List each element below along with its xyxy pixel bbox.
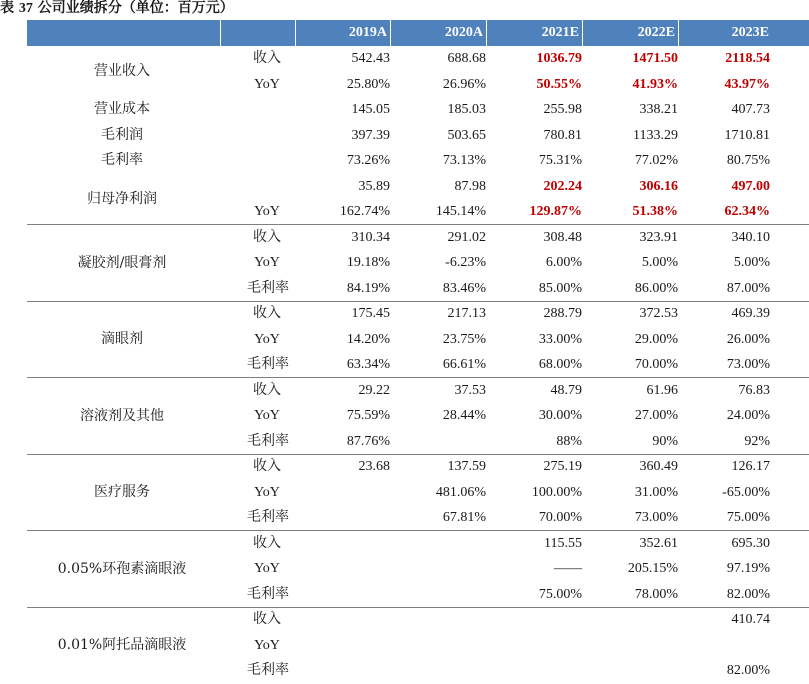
value-cell-2021e	[486, 658, 582, 684]
value-cell-2023e: 126.17	[731, 459, 770, 474]
metric-label: YoY	[254, 255, 280, 270]
value-cell-2021e: 68.00%	[538, 357, 582, 372]
value-cell-2022e: 360.49	[639, 459, 678, 474]
value-cell-2021e: 202.24	[543, 178, 582, 194]
value-cell-2023e: 26.00%	[726, 331, 770, 347]
value-cell-2019a	[295, 582, 390, 608]
value-cell-2023e: 75.00%	[726, 510, 770, 525]
metric-label: 收入	[253, 534, 281, 551]
metric-label	[247, 97, 287, 123]
value-cell-2019a	[295, 658, 390, 684]
value-cell-2022e: 5.00%	[641, 255, 678, 270]
value-cell-2023e: 2118.54	[725, 51, 770, 66]
value-cell-2020a: 28.44%	[442, 408, 486, 423]
value-cell-2022e: 372.53	[639, 306, 678, 321]
value-cell-2023e: 407.73	[731, 102, 770, 117]
value-cell-2022e: 41.93%	[632, 76, 678, 92]
value-cell-2020a	[390, 658, 486, 684]
value-cell-2022e: 90%	[652, 433, 678, 449]
metric-label: YoY	[254, 484, 280, 500]
metric-label: 收入	[253, 381, 281, 398]
value-cell-2022e: 51.38%	[632, 204, 678, 219]
value-cell-2022e: 29.00%	[634, 331, 678, 347]
table-title	[0, 0, 234, 18]
value-cell-2019a: 73.26%	[346, 153, 390, 168]
table-title-text: 公司业绩拆分（单位：百万元）	[37, 0, 234, 16]
value-cell-2023e	[678, 633, 770, 659]
value-cell-2019a	[295, 531, 390, 557]
value-cell-2020a: 185.03	[447, 102, 486, 117]
value-cell-2019a: 23.68	[358, 459, 390, 474]
value-cell-2022e	[582, 658, 678, 684]
header-2021E: 2021E	[541, 25, 579, 40]
value-cell-2020a: 503.65	[447, 127, 486, 143]
value-cell-2021e: 129.87%	[529, 204, 582, 219]
value-cell-2023e: 24.00%	[726, 408, 770, 423]
value-cell-2022e: 86.00%	[634, 280, 678, 296]
value-cell-2019a: 63.34%	[346, 357, 390, 372]
metric-label: 毛利率	[247, 279, 289, 296]
value-cell-2020a	[390, 633, 486, 659]
value-cell-2022e: 323.91	[639, 229, 678, 245]
value-cell-2020a: 217.13	[447, 306, 486, 321]
value-cell-2023e: 73.00%	[726, 357, 770, 372]
value-cell-2020a: 73.13%	[442, 153, 486, 168]
value-cell-2021e	[486, 607, 582, 633]
value-cell-2023e: 80.75%	[726, 153, 770, 168]
metric-label: 收入	[253, 611, 281, 627]
header-2019A: 2019A	[348, 25, 387, 40]
value-cell-2023e: 82.00%	[726, 586, 770, 602]
value-cell-2021e: 88%	[556, 433, 582, 449]
metric-label: YoY	[254, 204, 280, 219]
value-cell-2023e: 62.34%	[724, 204, 770, 219]
value-cell-2019a: 29.22	[358, 382, 390, 398]
group-label: 毛利润	[101, 126, 143, 143]
value-cell-2022e: 205.15%	[627, 561, 678, 576]
value-cell-2019a	[295, 556, 390, 582]
group-label: 0.01%阿托品滴眼液	[57, 637, 187, 653]
value-cell-2021e	[486, 633, 582, 659]
metric-label: 收入	[253, 458, 281, 474]
value-cell-2021e: 780.81	[543, 127, 582, 143]
value-cell-2021e: 308.48	[543, 229, 582, 245]
value-cell-2023e: 92%	[744, 433, 770, 449]
metric-label: YoY	[254, 561, 280, 576]
value-cell-2019a	[295, 505, 390, 531]
value-cell-2021e: 70.00%	[538, 510, 582, 525]
value-cell-2023e: 340.10	[731, 229, 770, 245]
value-cell-2019a: 84.19%	[346, 280, 390, 296]
value-cell-2021e: 288.79	[543, 306, 582, 321]
value-cell-2022e: 61.96	[646, 382, 678, 398]
group-label: 毛利率	[101, 152, 143, 168]
table-header	[27, 20, 809, 46]
value-cell-2021e: 1036.79	[536, 51, 582, 66]
value-cell-2023e: 76.83	[738, 382, 770, 398]
value-cell-2020a	[390, 429, 486, 455]
value-cell-2023e: 497.00	[731, 178, 770, 194]
value-cell-2020a	[390, 531, 486, 557]
value-cell-2023e: 43.97%	[724, 76, 770, 92]
value-cell-2022e: 1133.29	[633, 127, 678, 143]
value-cell-2019a	[295, 633, 390, 659]
value-cell-2020a	[390, 556, 486, 582]
group-label: 营业成本	[94, 101, 150, 117]
value-cell-2019a: 542.43	[351, 51, 390, 66]
value-cell-2022e: 352.61	[639, 535, 678, 551]
table-number: 37	[18, 1, 33, 16]
value-cell-2022e: 70.00%	[634, 357, 678, 372]
group-label: 归母净利润	[87, 190, 157, 207]
group-label: 0.05%环孢素滴眼液	[57, 560, 187, 577]
value-cell-2022e: 338.21	[639, 102, 678, 117]
value-cell-2021e: 275.19	[543, 459, 582, 474]
value-cell-2020a: 83.46%	[442, 280, 486, 296]
value-cell-2019a: 87.76%	[346, 433, 390, 449]
value-cell-2023e: 5.00%	[733, 255, 770, 270]
value-cell-2023e: 82.00%	[726, 663, 770, 678]
value-cell-2019a: 19.18%	[346, 255, 390, 270]
value-cell-2020a	[390, 582, 486, 608]
metric-label: YoY	[254, 637, 280, 653]
value-cell-2019a: 162.74%	[339, 204, 390, 219]
metric-label	[247, 148, 287, 174]
metric-label: 毛利率	[247, 662, 289, 678]
value-cell-2023e: -65.00%	[722, 484, 770, 500]
value-cell-2020a: 37.53	[454, 382, 486, 398]
value-cell-2019a	[295, 480, 390, 506]
value-cell-2021e: 75.31%	[538, 153, 582, 168]
metric-label: 毛利率	[247, 509, 289, 525]
value-cell-2020a: 66.61%	[442, 357, 486, 372]
value-cell-2022e	[582, 607, 678, 633]
value-cell-2022e	[582, 633, 678, 659]
value-cell-2020a: 145.14%	[435, 204, 486, 219]
value-cell-2022e: 27.00%	[634, 408, 678, 423]
value-cell-2021e: 48.79	[550, 382, 582, 398]
value-cell-2022e: 77.02%	[634, 153, 678, 168]
value-cell-2021e: 255.98	[543, 102, 582, 117]
value-cell-2021e: 100.00%	[531, 484, 582, 500]
value-cell-2023e: 1710.81	[724, 127, 770, 143]
metric-label: YoY	[254, 331, 280, 347]
value-cell-2019a: 25.80%	[346, 76, 390, 92]
value-cell-2019a: 145.05	[351, 102, 390, 117]
metric-label: 收入	[253, 228, 281, 245]
value-cell-2023e: 87.00%	[726, 280, 770, 296]
value-cell-2020a: 291.02	[447, 229, 486, 245]
metric-label	[247, 174, 287, 200]
value-cell-2022e: 78.00%	[634, 586, 678, 602]
header-divider	[220, 20, 221, 46]
group-label: 营业收入	[94, 63, 150, 79]
value-cell-2021e: 30.00%	[538, 408, 582, 423]
value-cell-2019a: 14.20%	[346, 331, 390, 347]
value-cell-2020a	[390, 607, 486, 633]
group-label: 医疗服务	[94, 484, 150, 500]
value-cell-2023e: 410.74	[731, 612, 770, 627]
value-cell-2022e: 306.16	[639, 178, 678, 194]
value-cell-2022e: 73.00%	[634, 510, 678, 525]
value-cell-2022e: 31.00%	[634, 484, 678, 500]
value-cell-2023e: 97.19%	[726, 561, 770, 576]
metric-label: 收入	[253, 305, 281, 321]
value-cell-2020a: 481.06%	[435, 484, 486, 500]
metric-label: YoY	[254, 408, 280, 423]
value-cell-2020a: 688.68	[447, 51, 486, 66]
group-label: 滴眼剂	[101, 331, 143, 347]
value-cell-2019a	[295, 607, 390, 633]
header-2022E: 2022E	[637, 25, 675, 40]
value-cell-2020a: -6.23%	[445, 255, 486, 270]
value-cell-2021e: 50.55%	[536, 76, 582, 92]
value-cell-2019a: 397.39	[351, 127, 390, 143]
value-cell-2020a: 137.59	[447, 459, 486, 474]
value-cell-2020a: 87.98	[454, 178, 486, 194]
value-cell-2019a: 310.34	[351, 229, 390, 245]
metric-label: 收入	[253, 50, 281, 66]
table-title-prefix: 表	[0, 0, 14, 16]
value-cell-2021e: 75.00%	[538, 586, 582, 602]
value-cell-2021e: 33.00%	[538, 331, 582, 347]
value-cell-2020a: 23.75%	[442, 331, 486, 347]
metric-label: 毛利率	[247, 356, 289, 372]
metric-label: 毛利率	[247, 432, 289, 449]
value-cell-2019a: 175.45	[351, 306, 390, 321]
value-cell-2023e: 469.39	[731, 306, 770, 321]
value-cell-2022e: 1471.50	[632, 51, 678, 66]
value-cell-2019a: 75.59%	[346, 408, 390, 423]
metric-label: YoY	[254, 76, 280, 92]
value-cell-2023e: 695.30	[731, 535, 770, 551]
group-label: 凝胶剂/眼膏剂	[77, 254, 167, 271]
value-cell-2021e: ——	[554, 561, 582, 576]
value-cell-2020a: 67.81%	[442, 510, 486, 525]
value-cell-2021e: 85.00%	[538, 280, 582, 296]
value-cell-2019a: 35.89	[358, 178, 390, 194]
value-cell-2021e: 6.00%	[545, 255, 582, 270]
value-cell-2021e: 115.55	[544, 535, 582, 551]
header-2023E: 2023E	[731, 25, 769, 40]
metric-label: 毛利率	[247, 585, 289, 602]
value-cell-2020a: 26.96%	[442, 76, 486, 92]
group-label: 溶液剂及其他	[80, 407, 164, 424]
metric-label	[247, 123, 287, 149]
header-2020A: 2020A	[444, 25, 483, 40]
